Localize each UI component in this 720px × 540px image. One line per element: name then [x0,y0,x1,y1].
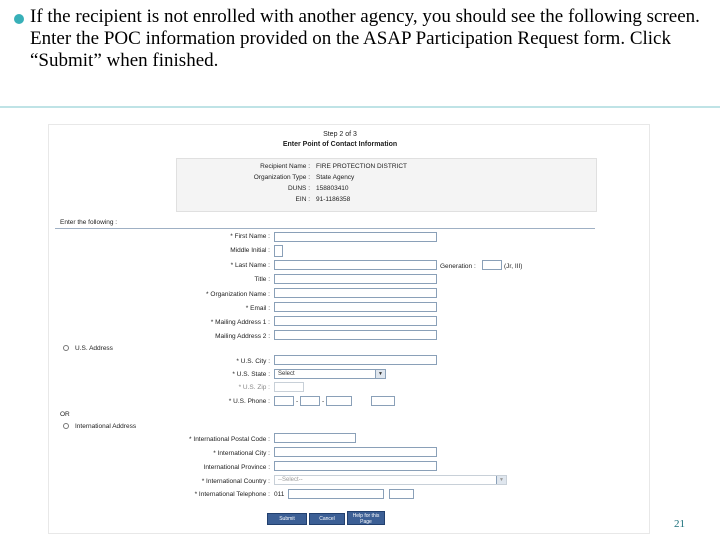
step-indicator: Step 2 of 3 [323,131,357,138]
chevron-down-icon: ▼ [375,370,385,378]
intl-country-value: --Select-- [278,477,303,483]
mailing-address-1-input[interactable] [274,316,437,326]
section-divider [55,228,595,229]
submit-button[interactable]: Submit [267,513,307,525]
ein-value: 91-1186358 [316,196,351,203]
us-phone-label: * U.S. Phone : [228,398,270,405]
last-name-label: * Last Name : [230,262,270,269]
us-phone-area-input[interactable] [274,396,294,406]
us-phone-line-input[interactable] [326,396,352,406]
recipient-name-label: Recipient Name : [260,163,310,170]
us-city-input[interactable] [274,355,437,365]
help-button-line-2: Page [360,519,372,525]
intl-telephone-prefix: 011 [274,491,285,498]
intl-city-input[interactable] [274,447,437,457]
us-city-label: * U.S. City : [236,358,270,365]
us-state-select[interactable] [274,369,386,379]
phone-dash-2: - [322,398,325,405]
generation-input[interactable] [482,260,502,270]
intl-address-label: International Address [75,423,137,430]
intl-telephone-ext-input[interactable] [389,489,414,499]
intl-province-label: International Province : [203,464,270,471]
intl-address-radio[interactable] [63,423,69,429]
duns-value: 158803410 [316,185,349,192]
intl-country-select[interactable] [274,475,507,485]
org-type-value: State Agency [316,174,355,181]
email-label: * Email : [245,305,270,312]
instruction-text: If the recipient is not enrolled with another agency, you should see the following screen. Enter the POC information provided on the ASAP Participation Request form. Click “Submit” when finished. [30,6,700,71]
title-label: Title : [254,276,270,283]
intl-telephone-label: * International Telephone : [194,491,270,498]
intl-province-input[interactable] [274,461,437,471]
email-input[interactable] [274,302,437,312]
first-name-label: * First Name : [230,233,270,240]
mailing-address-1-label: * Mailing Address 1 : [210,319,270,326]
duns-label: DUNS : [287,185,310,192]
or-separator: OR [60,411,70,418]
intl-postal-code-input[interactable] [274,433,356,443]
org-name-label: * Organization Name : [206,291,270,298]
middle-initial-label: Middle Initial : [230,247,270,254]
intl-postal-code-label: * International Postal Code : [189,436,270,443]
us-phone-prefix-input[interactable] [300,396,320,406]
us-phone-ext-input[interactable] [371,396,395,406]
cancel-button[interactable]: Cancel [309,513,345,525]
title-input[interactable] [274,274,437,284]
form-heading: Enter Point of Contact Information [282,141,398,148]
intl-country-label: * International Country : [201,478,270,485]
mailing-address-2-label: Mailing Address 2 : [215,333,270,340]
slide-number: 21 [674,518,685,530]
us-zip-label: * U.S. Zip : [238,384,270,391]
us-address-label: U.S. Address [75,345,113,352]
chevron-down-icon: ▼ [496,476,506,484]
last-name-input[interactable] [274,260,437,270]
intl-telephone-input[interactable] [288,489,384,499]
mailing-address-2-input[interactable] [274,330,437,340]
us-address-radio[interactable] [63,345,69,351]
first-name-input[interactable] [274,232,437,242]
middle-initial-input[interactable] [274,245,283,257]
us-state-label: * U.S. State : [232,371,270,378]
phone-dash-1: - [296,398,299,405]
ein-label: EIN : [295,196,310,203]
org-type-label: Organization Type : [253,174,310,181]
us-zip-input[interactable] [274,382,304,392]
recipient-name-value: FIRE PROTECTION DISTRICT [316,163,407,170]
generation-hint: (Jr, III) [504,263,523,270]
generation-label: Generation : [440,263,476,270]
org-name-input[interactable] [274,288,437,298]
help-button-line-1: Help for this [352,513,380,519]
help-button[interactable] [347,511,385,525]
intl-city-label: * International City : [213,450,270,457]
form-intro: Enter the following : [60,219,118,226]
us-state-value: Select [278,371,295,377]
